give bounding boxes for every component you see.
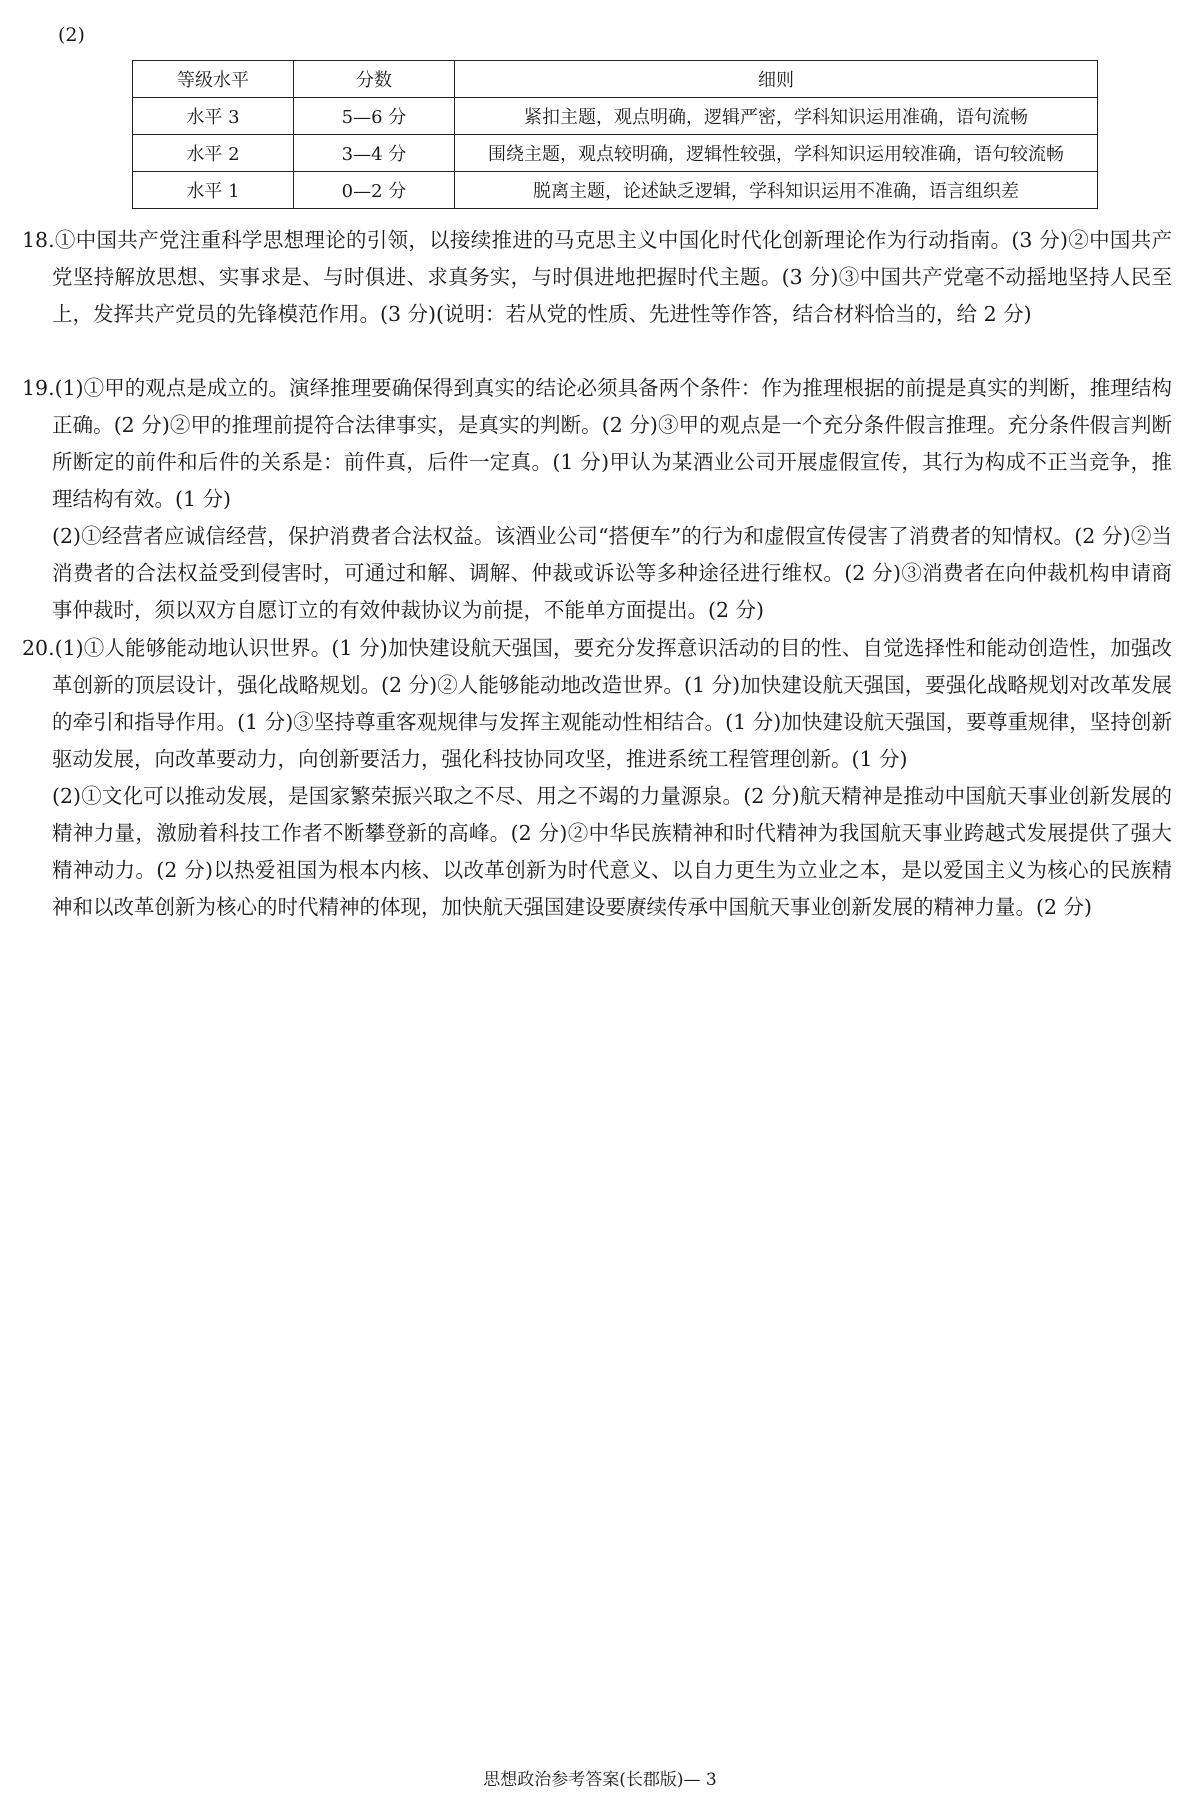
table-row: [133, 172, 1098, 209]
rubric-table: [132, 60, 1098, 209]
page-footer: 思想政治参考答案(长郡版)— 3: [483, 1770, 717, 1790]
score-cell: 5—6 分: [294, 98, 455, 135]
question-18: [22, 222, 1172, 333]
q20-part2-answer: (2)①文化可以推动发展，是国家繁荣振兴取之不尽、用之不竭的力量源泉。(2 分)航天精神是推动中国航天事业创新发展的精神力量，激励着科技工作者不断攀登新的高峰。(2 分)②中华民族精神和时代精神为我国航天事业跨越式发展提供了强大精神动力。(2 分)以热爱祖国为根本内核、以改革创新为时代意义、以自力更生为立业之本，是以爱国主义为核心的民族精神和以改革创新为核心的时代精神的体现，加快航天强国建设要赓续传承中国航天事业创新发展的精神力量。(2 分): [52, 784, 1172, 919]
q19-part2-answer: (2)①经营者应诚信经营，保护消费者合法权益。该酒业公司“搭便车”的行为和虚假宣传侵害了消费者的知情权。(2 分)②当消费者的合法权益受到侵害时，可通过和解、调解、仲裁或诉讼等多种途径进行维权。(2 分)③消费者在向仲裁机构申请商事仲裁时，须以双方自愿订立的有效仲裁协议为前提，不能单方面提出。(2 分): [52, 524, 1172, 622]
header-score: 分数: [294, 61, 455, 98]
q20-part1-answer: 20.(1)①人能够能动地认识世界。(1 分)加快建设航天强国，要充分发挥意识活动的目的性、自觉选择性和能动创造性，加强改革创新的顶层设计，强化战略规划。(2 分)②人能够能动地改造世界。(1 分)加快建设航天强国，要强化战略规划对改革发展的牵引和指导作用。(1 分)③坚持尊重客观规律与发挥主观能动性相结合。(1 分)加快建设航天强国，要尊重规律，坚持创新驱动发展，向改革要动力，向创新要活力，强化科技协同攻坚，推进系统工程管理创新。(1 分): [22, 636, 1172, 771]
header-detail: 细则: [455, 61, 1098, 98]
rubric-header-row: [133, 61, 1098, 98]
header-level: 等级水平: [133, 61, 294, 98]
question-19: [22, 370, 1172, 629]
score-cell: 0—2 分: [294, 172, 455, 209]
score-cell: 3—4 分: [294, 135, 455, 172]
level-cell: 水平 1: [133, 172, 294, 209]
table-row: [133, 135, 1098, 172]
part-label: (2): [58, 24, 85, 46]
level-cell: 水平 3: [133, 98, 294, 135]
question-20: [22, 630, 1172, 926]
detail-cell: 紧扣主题，观点明确，逻辑严密，学科知识运用准确，语句流畅: [455, 98, 1098, 135]
detail-cell: 围绕主题，观点较明确，逻辑性较强，学科知识运用较准确，语句较流畅: [455, 135, 1098, 172]
level-cell: 水平 2: [133, 135, 294, 172]
q18-answer: 18.①中国共产党注重科学思想理论的引领，以接续推进的马克思主义中国化时代化创新理论作为行动指南。(3 分)②中国共产党坚持解放思想、实事求是、与时俱进、求真务实，与时俱进地把握时代主题。(3 分)③中国共产党毫不动摇地坚持人民至上，发挥共产党员的先锋模范作用。(3 分)(说明：若从党的性质、先进性等作答，结合材料恰当的，给 2 分): [22, 228, 1172, 326]
q19-part1-answer: 19.(1)①甲的观点是成立的。演绎推理要确保得到真实的结论必须具备两个条件：作为推理根据的前提是真实的判断，推理结构正确。(2 分)②甲的推理前提符合法律事实，是真实的判断。(2 分)③甲的观点是一个充分条件假言推理。充分条件假言判断所断定的前件和后件的关系是：前件真，后件一定真。(1 分)甲认为某酒业公司开展虚假宣传，其行为构成不正当竞争，推理结构有效。(1 分): [22, 376, 1172, 511]
table-row: [133, 98, 1098, 135]
detail-cell: 脱离主题，论述缺乏逻辑，学科知识运用不准确，语言组织差: [455, 172, 1098, 209]
